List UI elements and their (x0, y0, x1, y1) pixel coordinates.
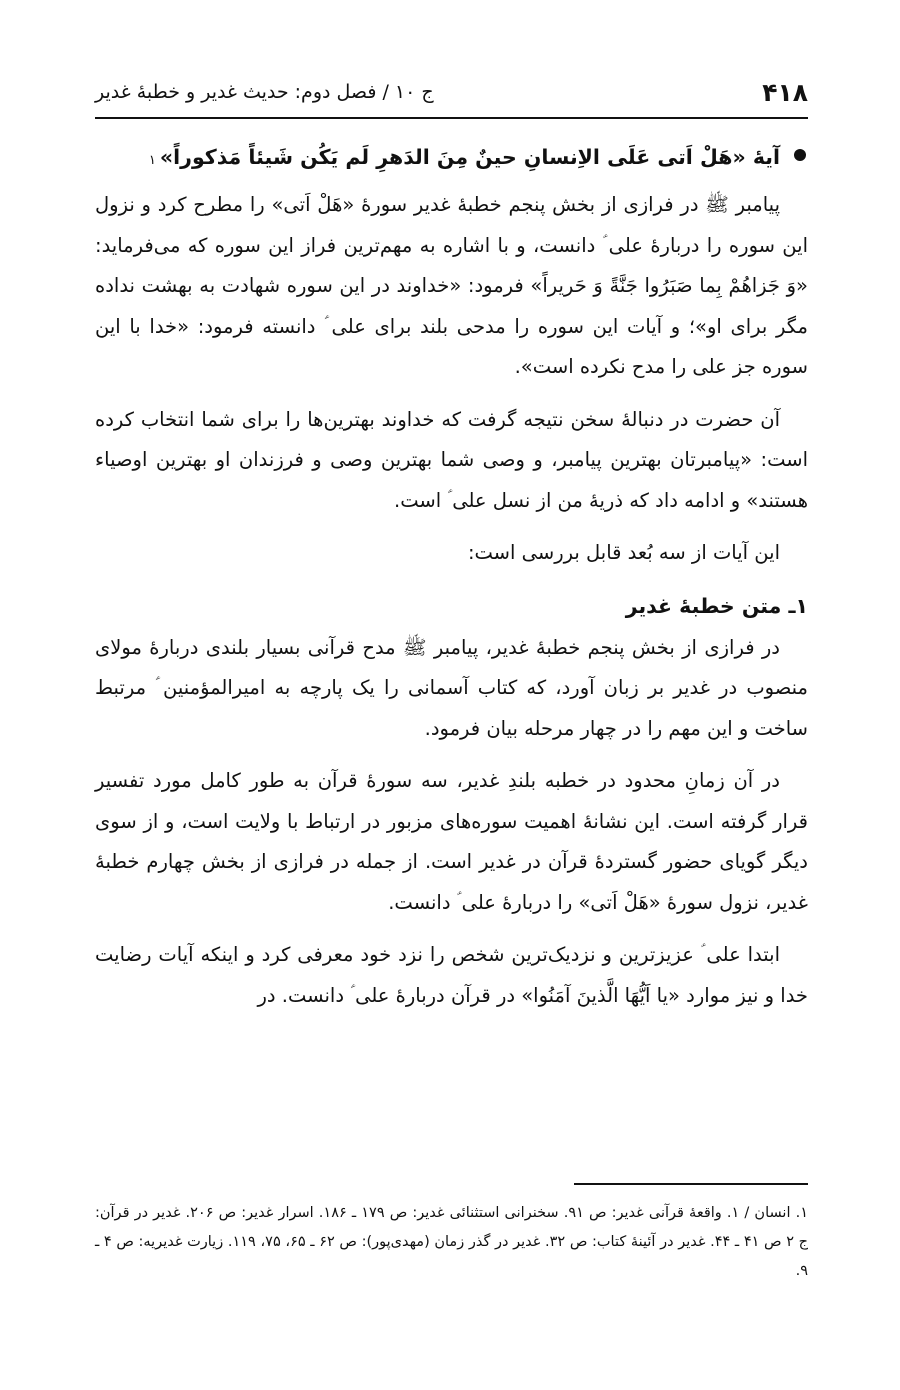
paragraph-4: در فرازی از بخش پنجم خطبهٔ غدیر، پیامبر ﷺ مدح قرآنی بسیار بلندی دربارهٔ مولای منصوب در غدیر بر زبان آورد، که کتاب آسمانی را یک پارچه به امیرالمؤمنین ؑ مرتبط ساخت و این مهم را در چهار مرحله بیان فرمود. (95, 635, 808, 740)
page-header (95, 72, 808, 112)
footnotes (95, 1199, 808, 1286)
paragraph-1: پیامبر ﷺ در فرازی از بخش پنجم خطبهٔ غدیر سورهٔ «هَلْ اَتی» را مطرح کرد و نزول این سوره را دربارهٔ علی ؑ دانست، و با اشاره به مهم‌ترین فراز این سوره که می‌فرماید: «وَ جَزاهُمْ بِما صَبَرُوا جَنَّةً وَ حَریراً» فرمود: «خداوند در این سوره شهادت به بهشت نداده مگر برای او»؛ و آیات این سوره را مدحی بلند برای علی ؑ دانسته فرمود: «خدا با این سوره جز علی را مدح نکرده است». (95, 193, 808, 378)
book-page (95, 0, 808, 1390)
page-number: ۴۱۸ (762, 77, 808, 107)
running-title: ج ۱۰ / فصل دوم: حدیث غدیر و خطبهٔ غدیر (95, 81, 434, 103)
paragraph-2: آن حضرت در دنبالهٔ سخن نتیجه گرفت که خداوند بهترین‌ها را برای شما انتخاب کرده است: «پیامبرتان بهترین پیامبر، و وصی شما بهترین وصی و فرزندان او بهترین اوصیاء هستند» و ادامه داد که ذریهٔ من از نسل علی ؑ است. (95, 407, 808, 512)
aya-heading (95, 135, 808, 183)
footnote-reference[interactable]: ۱ (148, 153, 156, 168)
section-heading-1: ۱ـ متن خطبهٔ غدیر (625, 593, 808, 618)
paragraph-3: این آیات از سه بُعد قابل بررسی است: (467, 541, 780, 564)
paragraph-5: در آن زمانِ محدود در خطبه بلندِ غدیر، سه سورهٔ قرآن به طور کامل مورد تفسیر قرار گرفته است. این نشانهٔ اهمیت سوره‌های مزبور در ارتباط با ولایت است، و از سوی دیگر گویای حضور گستردهٔ قرآن در غدیر است. از جمله در فرازی از بخش چهارم خطبهٔ غدیر، نزول سورهٔ «هَلْ اَتی» را دربارهٔ علی ؑ دانست. (95, 769, 808, 914)
main-content (95, 135, 808, 1028)
footnote-1: ۱. انسان / ۱. واقعهٔ قرآنی غدیر: ص ۹۱. سخنرانی استثنائی غدیر: ص ۱۷۹ ـ ۱۸۶. اسرار غدیر: ص ۲۰۶. غدیر در قرآن: ج ۲ ص ۴۱ ـ ۴۴. غدیر در آئینهٔ کتاب: ص ۳۲. غدیر در گذر زمان (مهدی‌پور): ص ۶۲ ـ ۶۵، ۷۵، ۱۱۹. زیارت غدیریه: ص ۴ ـ ۹. (95, 1205, 809, 1279)
paragraph-6: ابتدا علی ؑ عزیزترین و نزدیک‌ترین شخص را نزد خود معرفی کرد و اینکه آیات رضایت خدا و نیز موارد «یا اَیُّهَا الَّذینَ آمَنُوا» در قرآن دربارهٔ علی ؑ دانست. در (95, 943, 808, 1007)
aya-heading-text: آیهٔ «هَلْ اَتی عَلَی الاِنسانِ حینٌ مِنَ الدَهرِ لَم یَکُن شَیئاً مَذکوراً» (159, 145, 780, 169)
header-divider (95, 117, 808, 119)
bullet-icon (794, 149, 806, 161)
footnote-divider (574, 1183, 808, 1185)
